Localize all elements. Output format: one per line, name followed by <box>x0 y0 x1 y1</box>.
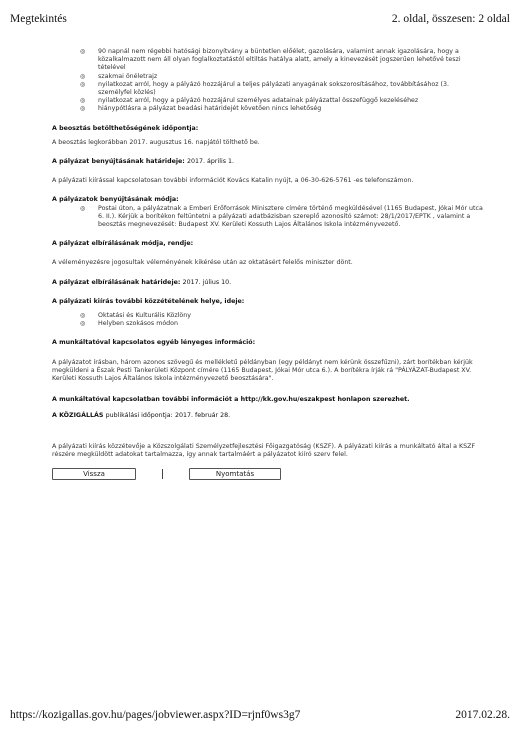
start-date-text: A beosztás legkorábban 2017. augusztus 16. napjától tölthető be. <box>52 138 260 146</box>
kozigallas-line <box>52 412 484 420</box>
list-item <box>52 205 484 230</box>
list-item <box>52 81 484 97</box>
list-item-text: Helyben szokásos módon <box>98 320 179 328</box>
deadline-line <box>52 158 484 166</box>
judging-deadline-label: A pályázat elbírálásának határideje: <box>52 278 181 286</box>
top-bullet-list <box>52 48 484 114</box>
other-info-heading: A munkáltatóval kapcsolatos egyéb lényeges információ: <box>52 339 256 347</box>
bullet-icon: ◎ <box>80 72 86 80</box>
header-left-title: Megtekintés <box>10 13 67 25</box>
judging-heading: A pályázat elbírálásának módja, rendje: <box>52 240 194 248</box>
document-body <box>52 48 484 480</box>
list-item-text: szakmai önéletrajz <box>98 72 158 80</box>
bullet-icon: ◎ <box>80 204 86 212</box>
more-info-line: A munkáltatóval kapcsolatban további információt a http://kk.gov.hu/eszakpest honlapon szerezhet. <box>52 396 410 404</box>
list-item-text: Postai úton, a pályázatnak a Emberi Erőforrások Minisztere címére történő megküldésével (1165 Budapest, Jókai Mór utca 6. II.). Kérjük a borítékon feltüntetni a pályázati adatbázisban szereplő azonosító számot: 28/1/2017/EPTK , valamint a beosztás megnevezését: Budapest XV. Kerületi Kossuth Lajos Általános Iskola intézményvezető. <box>98 204 483 229</box>
button-separator <box>162 469 163 479</box>
footer-date: 2017.02.28. <box>455 709 510 721</box>
judging-text: A véleményezésre jogosultak véleményének kikérése után az oktatásért felelős miniszter dönt. <box>52 259 353 267</box>
judging-deadline-line <box>52 279 484 287</box>
publish-heading: A pályázati kiírás további közzétételének helye, ideje: <box>52 297 245 305</box>
publish-list <box>52 312 484 328</box>
bullet-icon: ◎ <box>80 105 86 113</box>
kozigallas-mid: publikálási időpontja: <box>105 412 173 420</box>
list-item <box>52 48 484 73</box>
bullet-icon: ◎ <box>80 80 86 88</box>
deadline-value: 2017. április 1. <box>187 158 235 166</box>
other-info-text: A pályázatot írásban, három azonos szövegű és mellékletű példányban (egy példányt nem kérünk összefűzni), zárt borítékban kérjük megküldeni a Észak Pesti Tankerületi Központ címére (1165 Budapest, Jókai Mór utca 6.). A borítékra írják rá "PÁLYÁZAT-Budapest XV. Kerületi Kossuth Lajos Általános Iskola intézményvezető beosztására". <box>52 358 473 383</box>
kozigallas-date: 2017. február 28. <box>174 412 231 420</box>
list-item <box>52 320 484 328</box>
list-item-text: hiánypótlásra a pályázat beadási határidejét követően nincs lehetőség <box>98 105 322 113</box>
bullet-icon: ◎ <box>80 48 86 55</box>
bullet-icon: ◎ <box>80 320 86 328</box>
back-button[interactable]: Vissza <box>52 468 136 480</box>
list-item-text: nyilatkozat arról, hogy a pályázó hozzájárul személyes adatainak pályázattal összefüggő kezeléséhez <box>98 97 419 105</box>
list-item-text: Oktatási és Kulturális Közlöny <box>98 312 191 320</box>
list-item-text: nyilatkozat arról, hogy a pályázó hozzájárul a teljes pályázati anyagának sokszorosításához, továbbításához (3. személyfel közlés) <box>98 80 449 97</box>
kozigallas-label: A KÖZIGÁLLÁS <box>52 412 104 420</box>
submission-heading: A pályázatok benyújtásának módja: <box>52 196 179 204</box>
start-date-heading: A beosztás betölthetőségének időpontja: <box>52 124 199 132</box>
info-text: A pályázati kiírással kapcsolatosan további információt Kovács Katalin nyújt, a 06-30-626-5761 -es telefonszámon. <box>52 177 414 185</box>
deadline-label: A pályázat benyújtásának határideje: <box>52 158 185 166</box>
bullet-icon: ◎ <box>80 312 86 320</box>
print-button[interactable]: Nyomtatás <box>189 468 281 480</box>
list-item <box>52 73 484 81</box>
submission-list <box>52 205 484 230</box>
judging-deadline-value: 2017. július 10. <box>182 278 232 286</box>
list-item <box>52 105 484 113</box>
button-row <box>52 468 484 480</box>
final-text: A pályázati kiírás közzétevője a Közszolgálati Személyzetfejlesztési Főigazgatóság (KSZF). A pályázati kiírás a munkáltató által a KSZF részére megküldött adatokat tartalmazza, így annak tartalmáért a pályázatot kiíró szerv felel. <box>52 442 476 458</box>
page-indicator: 2. oldal, összesen: 2 oldal <box>391 13 510 25</box>
list-item-text: 90 napnál nem régebbi hatósági bizonyítvány a büntetlen előélet, gazolására, valamint annak igazolására, hogy a közalkalmazott nem áll olyan foglalkoztatástól eltiltás hatálya alatt, amely a kinevezését jogszerűen lehetővé teszi tételével <box>98 48 461 72</box>
bullet-icon: ◎ <box>80 97 86 105</box>
footer-url: https://kozigallas.gov.hu/pages/jobviewer.aspx?ID=rjnf0ws3g7 <box>10 709 301 721</box>
